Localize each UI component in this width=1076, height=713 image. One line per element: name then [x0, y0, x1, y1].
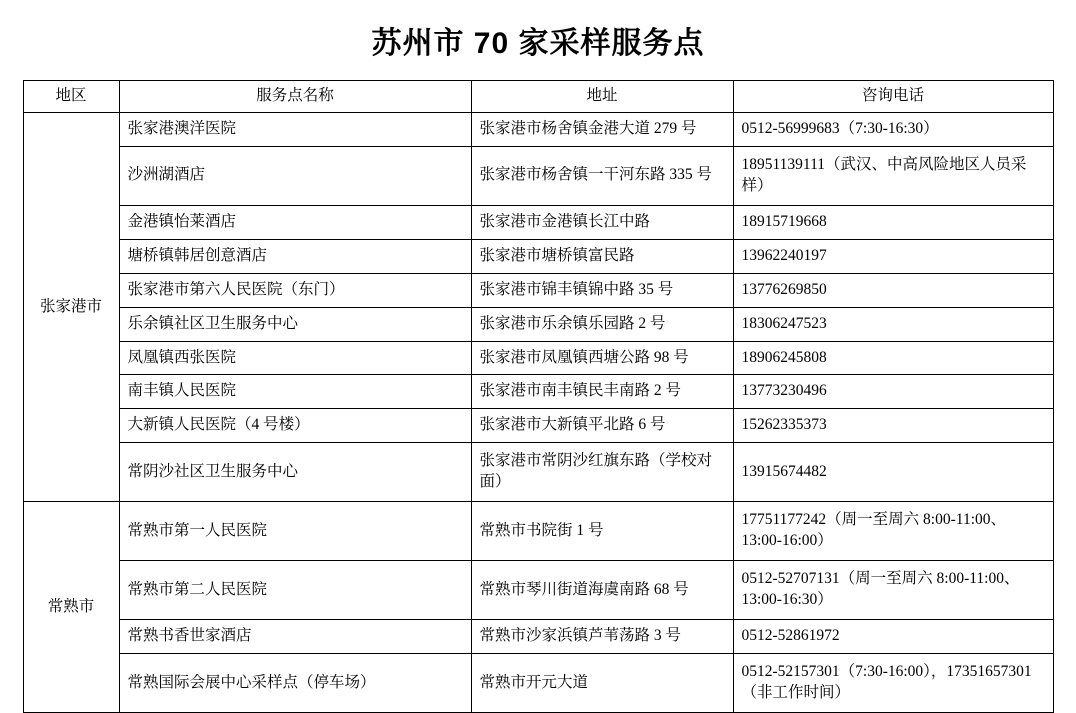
site-name: 常熟市第一人民医院: [119, 502, 471, 561]
table-row: [23, 620, 1053, 654]
site-address: 常熟市沙家浜镇芦苇荡路 3 号: [471, 620, 733, 654]
site-name: 常熟书香世家酒店: [119, 620, 471, 654]
site-name: 常阴沙社区卫生服务中心: [119, 443, 471, 502]
column-header-address: 地址: [471, 81, 733, 113]
region-cell-changshu: 常熟市: [23, 502, 119, 713]
site-address: 张家港市乐余镇乐园路 2 号: [471, 307, 733, 341]
site-address: 张家港市大新镇平北路 6 号: [471, 409, 733, 443]
site-phone: 13962240197: [733, 239, 1053, 273]
site-name: 凤凰镇西张医院: [119, 341, 471, 375]
site-phone: 18915719668: [733, 205, 1053, 239]
table-header: [23, 81, 1053, 113]
column-header-region: 地区: [23, 81, 119, 113]
site-name: 张家港市第六人民医院（东门）: [119, 273, 471, 307]
site-phone: 13773230496: [733, 375, 1053, 409]
table-row: [23, 375, 1053, 409]
site-address: 张家港市杨舍镇金港大道 279 号: [471, 112, 733, 146]
table-row: [23, 273, 1053, 307]
site-name: 常熟国际会展中心采样点（停车场）: [119, 654, 471, 713]
site-phone: 0512-56999683（7:30-16:30）: [733, 112, 1053, 146]
table-row: [23, 307, 1053, 341]
site-address: 常熟市书院街 1 号: [471, 502, 733, 561]
site-phone: 0512-52157301（7:30-16:00），17351657301（非工作时间）: [733, 654, 1053, 713]
site-phone: 0512-52861972: [733, 620, 1053, 654]
site-phone: 0512-52707131（周一至周六 8:00-11:00、13:00-16:30）: [733, 561, 1053, 620]
table-header-row: [23, 81, 1053, 113]
table-row: [23, 239, 1053, 273]
page-title: 苏州市 70 家采样服务点: [371, 27, 705, 60]
table-row: [23, 561, 1053, 620]
site-address: 张家港市常阴沙红旗东路（学校对面）: [471, 443, 733, 502]
site-phone: 18306247523: [733, 307, 1053, 341]
site-name: 南丰镇人民医院: [119, 375, 471, 409]
table-row: [23, 654, 1053, 713]
site-name: 张家港澳洋医院: [119, 112, 471, 146]
table-row: [23, 205, 1053, 239]
site-address: 张家港市南丰镇民丰南路 2 号: [471, 375, 733, 409]
site-phone: 17751177242（周一至周六 8:00-11:00、13:00-16:00）: [733, 502, 1053, 561]
site-phone: 13776269850: [733, 273, 1053, 307]
site-name: 塘桥镇韩居创意酒店: [119, 239, 471, 273]
site-name: 金港镇怡莱酒店: [119, 205, 471, 239]
site-address: 张家港市塘桥镇富民路: [471, 239, 733, 273]
site-address: 张家港市杨舍镇一干河东路 335 号: [471, 146, 733, 205]
table-body: [23, 112, 1053, 712]
site-address: 常熟市琴川街道海虞南路 68 号: [471, 561, 733, 620]
site-address: 张家港市金港镇长江中路: [471, 205, 733, 239]
column-header-phone: 咨询电话: [733, 81, 1053, 113]
column-header-site-name: 服务点名称: [119, 81, 471, 113]
site-phone: 13915674482: [733, 443, 1053, 502]
site-address: 常熟市开元大道: [471, 654, 733, 713]
table-row: [23, 112, 1053, 146]
site-address: 张家港市锦丰镇锦中路 35 号: [471, 273, 733, 307]
table-row: [23, 443, 1053, 502]
table-row: [23, 341, 1053, 375]
table-row: [23, 409, 1053, 443]
site-name: 乐余镇社区卫生服务中心: [119, 307, 471, 341]
site-name: 沙洲湖酒店: [119, 146, 471, 205]
site-phone: 18951139111（武汉、中高风险地区人员采样）: [733, 146, 1053, 205]
site-name: 大新镇人民医院（4 号楼）: [119, 409, 471, 443]
site-phone: 18906245808: [733, 341, 1053, 375]
site-name: 常熟市第二人民医院: [119, 561, 471, 620]
region-cell-zhangjiagang: 张家港市: [23, 112, 119, 501]
table-row: [23, 502, 1053, 561]
table-row: [23, 146, 1053, 205]
sampling-sites-table: [23, 80, 1054, 713]
site-address: 张家港市凤凰镇西塘公路 98 号: [471, 341, 733, 375]
site-phone: 15262335373: [733, 409, 1053, 443]
